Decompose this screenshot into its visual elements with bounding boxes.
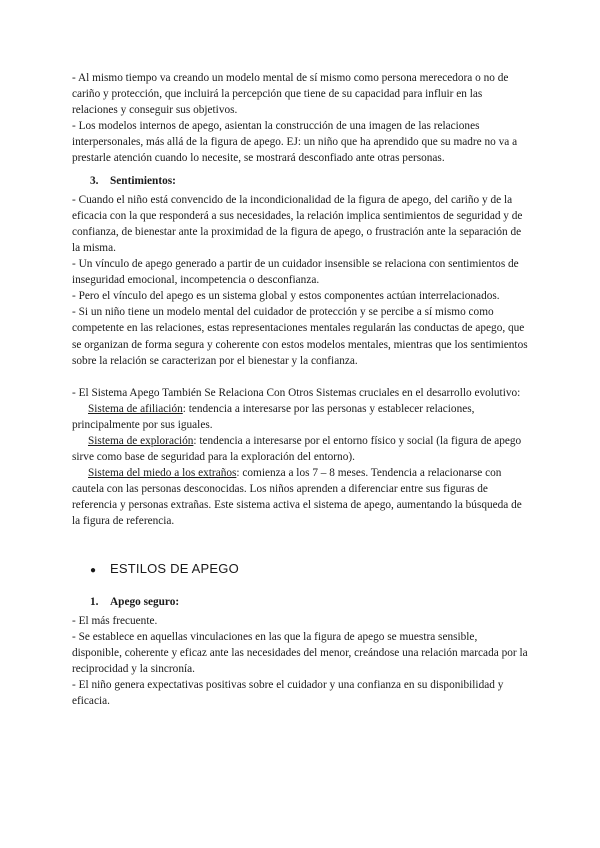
section-heading-sentimientos <box>90 173 528 189</box>
paragraph: - Se establece en aquellas vinculaciones en las que la figura de apego se muestra sensible, disponible, coherente y eficaz ante las necesidades del menor, creándose una relación marcada por la reciprocidad y la sincronía. <box>72 630 528 675</box>
system-text: : comienza a los 7 – 8 meses. Tendencia a relacionarse con cautela con las personas desconocidas. Los niños aprenden a diferenciar entre sus figuras de referencia y personas extrañas. Este sistema activa el sistema de apego, aumentando la búsqueda de la figura de referencia. <box>72 467 522 528</box>
paragraph: - El más frecuente. <box>72 614 158 627</box>
system-item-exploracion <box>72 433 528 465</box>
section-heading-apego-seguro <box>90 594 528 610</box>
system-item-afiliacion <box>72 401 528 433</box>
system-text: : tendencia a interesarse por el entorno físico y social (la figura de apego sirve como base de seguridad para la exploración del entorno). <box>72 434 522 464</box>
section-number: 3. <box>90 174 99 187</box>
system-name: Sistema de exploración <box>88 434 194 447</box>
paragraph: - Si un niño tiene un modelo mental del cuidador de protección y se percibe a sí mismo como competente en las relaciones, estas representaciones mentales regularán las conductas de apego, que se organizan de forma segura y coherente con estos modelos mentales, mientras que los sentimientos sobre la relación se caracterizan por el bienestar y la confianza. <box>72 306 528 367</box>
document-body <box>72 70 528 709</box>
paragraph: - El niño genera expectativas positivas sobre el cuidador y una confianza en su disponibilidad y eficacia. <box>72 679 504 708</box>
bullet-icon: ● <box>90 564 97 576</box>
paragraph: - El Sistema Apego También Se Relaciona Con Otros Sistemas cruciales en el desarrollo evolutivo: <box>72 386 521 399</box>
paragraph: - Los modelos internos de apego, asientan la construcción de una imagen de las relaciones interpersonales, más allá de la figura de apego. EJ: un niño que ha aprendido que su madre no va a prestarle atención cuando lo necesite, se mostrará desconfiado ante otras personas. <box>72 120 518 165</box>
estilos-title: ESTILOS DE APEGO <box>110 560 239 576</box>
section-number: 1. <box>90 595 99 608</box>
system-name: Sistema de afiliación <box>88 402 183 415</box>
system-name: Sistema del miedo a los extraños <box>88 467 237 480</box>
paragraph: - Al mismo tiempo va creando un modelo mental de sí mismo como persona merecedora o no de cariño y protección, que incluirá la percepción que tiene de su capacidad para influir en las relaciones y conseguir sus objetivos. <box>72 72 509 117</box>
estilos-heading <box>90 560 528 580</box>
section-title: Apego seguro: <box>110 595 180 608</box>
paragraph: - Un vínculo de apego generado a partir de un cuidador insensible se relaciona con sentimientos de inseguridad emocional, incompetencia o desconfianza. <box>72 258 519 287</box>
system-text: : tendencia a interesarse por las personas y establecer relaciones, principalmente por sus iguales. <box>72 402 475 431</box>
paragraph: - Pero el vínculo del apego es un sistema global y estos componentes actúan interrelacionados. <box>72 290 500 303</box>
section-title: Sentimientos: <box>110 174 176 187</box>
system-item-miedo <box>72 465 528 529</box>
spacer <box>72 369 528 385</box>
paragraph: - Cuando el niño está convencido de la incondicionalidad de la figura de apego, del cariño y de la eficacia con la que responderá a sus necesidades, la relación implica sentimientos de seguridad y de confianza, de bienestar ante la proximidad de la figura de apego, o frustración ante la separación de la misma. <box>72 193 523 254</box>
